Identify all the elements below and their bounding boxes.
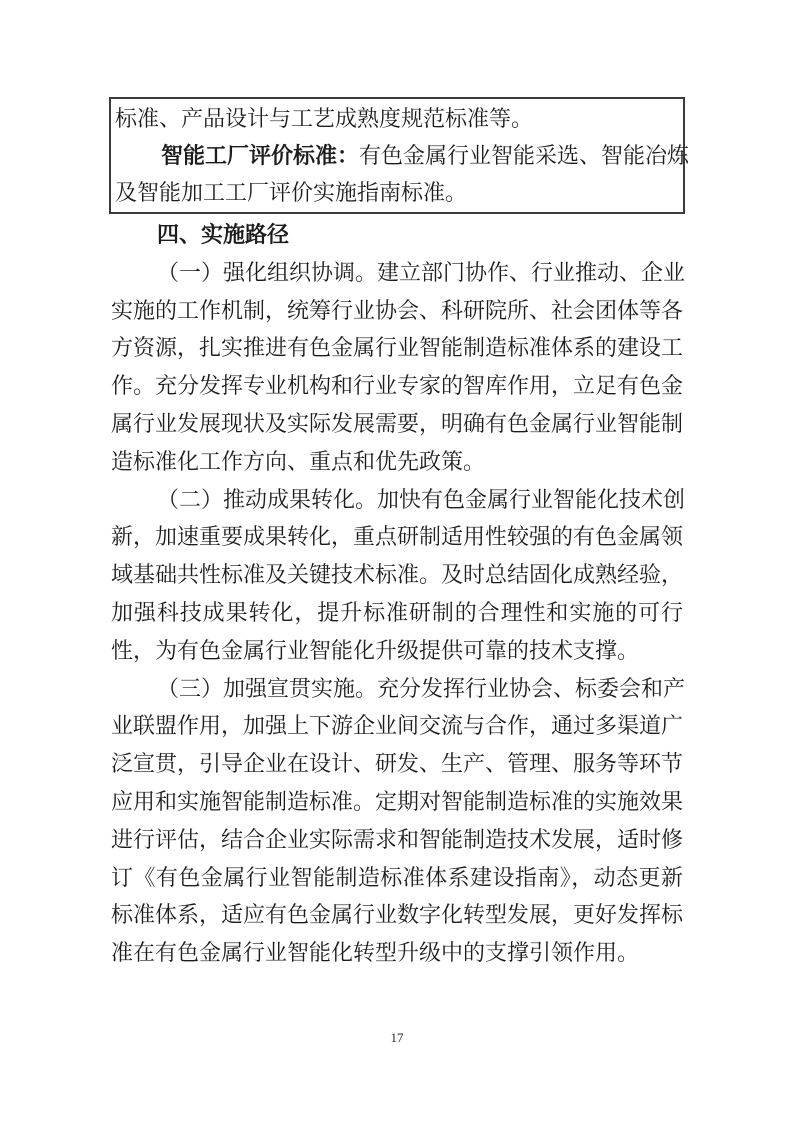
paragraph-2: [111, 481, 686, 670]
text-line: 新，加速重要成果转化，重点研制适用性较强的有色金属领: [111, 524, 684, 550]
text-line: 订《有色金属行业智能制造标准体系建设指南》，动态更新: [111, 864, 683, 890]
box-bold-label: 智能工厂评价标准：: [161, 143, 360, 168]
text-line: 泛宣贯，引导企业在设计、研发、生产、管理、服务等环节: [111, 751, 684, 777]
text-line: 准在有色金属行业智能化转型升级中的支撑引领作用。: [111, 940, 640, 966]
document-page-content: [111, 97, 690, 972]
box-line-2-text: 有色金属行业智能采选、智能冶炼: [359, 143, 690, 168]
text-line: 业联盟作用，加强上下游企业间交流与合作，通过多渠道广: [111, 713, 684, 739]
section-heading: 四、实施路径: [157, 222, 290, 247]
highlight-box: [109, 97, 690, 214]
text-line: 标准体系，适应有色金属行业数字化转型发展，更好发挥标: [111, 902, 684, 928]
text-line: 域基础共性标准及关键技术标准。及时总结固化成熟经验，: [111, 562, 684, 588]
text-line: 造标准化工作方向、重点和优先政策。: [111, 448, 486, 474]
text-line: 加强科技成果转化，提升标准研制的合理性和实施的可行: [111, 599, 683, 625]
text-line: （三）加强宣贯实施。充分发挥行业协会、标委会和产: [157, 675, 686, 701]
page-number: 17: [390, 1030, 404, 1045]
box-line-3: 及智能加工工厂评价实施指南标准。: [115, 180, 468, 205]
paragraph-1: [111, 254, 686, 481]
text-line: 属行业发展现状及实际发展需要，明确有色金属行业智能制: [111, 410, 684, 436]
box-line-1: 标准、产品设计与工艺成熟度规范标准等。: [115, 106, 534, 131]
text-line: （二）推动成果转化。加快有色金属行业智能化技术创: [157, 486, 686, 512]
text-line: 实施的工作机制，统筹行业协会、科研院所、社会团体等各: [111, 297, 684, 323]
text-line: 应用和实施智能制造标准。定期对智能制造标准的实施效果: [111, 788, 684, 814]
text-line: 作。充分发挥专业机构和行业专家的智库作用，立足有色金: [111, 373, 684, 399]
text-line: 进行评估，结合企业实际需求和智能制造技术发展，适时修: [111, 826, 684, 852]
text-line: 性，为有色金属行业智能化升级提供可靠的技术支撑。: [111, 637, 640, 663]
text-line: （一）强化组织协调。建立部门协作、行业推动、企业: [157, 259, 686, 285]
paragraph-3: [111, 670, 686, 972]
box-line-2: [115, 137, 690, 174]
text-line: 方资源，扎实推进有色金属行业智能制造标准体系的建设工: [111, 335, 684, 361]
